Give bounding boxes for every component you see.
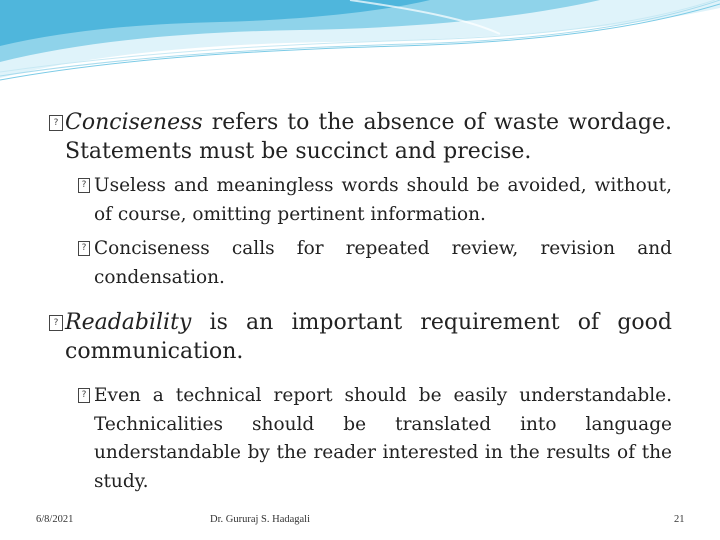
footer-author: Dr. Gururaj S. Hadagali xyxy=(210,514,311,525)
text-technical-report: Even a technical report should be easily understandable. Technicalities should be translated into language understandable by the reader interested in the results of the study. xyxy=(94,385,672,492)
bullet-box-icon: ? xyxy=(78,388,90,403)
text-readability: is an important requirement of good communication. xyxy=(65,310,672,364)
sub-bullet-useless-words xyxy=(50,172,672,229)
bullet-readability xyxy=(50,308,672,366)
term-readability: Readability xyxy=(65,310,192,335)
bullet-box-icon: ? xyxy=(78,178,90,193)
sub-bullet-review xyxy=(50,235,672,292)
header-wave-decoration xyxy=(0,0,720,90)
bullet-box-icon: ? xyxy=(78,241,90,256)
text-review: Conciseness calls for repeated review, revision and condensation. xyxy=(94,238,672,288)
term-conciseness: Conciseness xyxy=(65,110,203,135)
bullet-box-icon: ? xyxy=(49,315,63,331)
footer-date: 6/8/2021 xyxy=(36,514,74,525)
slide-body xyxy=(50,108,672,502)
text-useless-words: Useless and meaningless words should be avoided, without, of course, omitting pertinent information. xyxy=(94,175,672,225)
sub-bullet-technical-report xyxy=(50,382,672,496)
text-conciseness: refers to the absence of waste wordage. Statements must be succinct and precise. xyxy=(65,110,672,164)
bullet-box-icon: ? xyxy=(49,115,63,131)
footer-page-number: 21 xyxy=(674,514,685,525)
bullet-conciseness xyxy=(50,108,672,166)
